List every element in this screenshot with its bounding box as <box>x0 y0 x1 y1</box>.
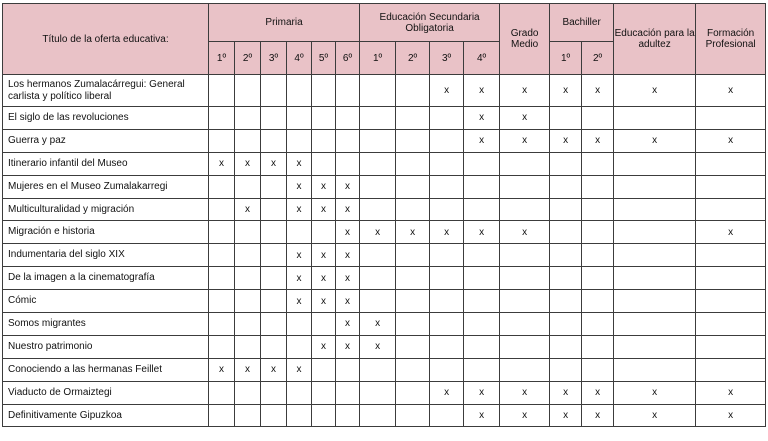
offer-title: Multiculturalidad y migración <box>3 198 209 221</box>
mark-cell <box>696 313 766 336</box>
table-row <box>3 152 766 175</box>
table-row <box>3 129 766 152</box>
mark-cell <box>500 198 550 221</box>
mark-cell <box>550 290 582 313</box>
mark-cell <box>500 152 550 175</box>
mark-cell <box>614 152 696 175</box>
mark-cell <box>500 313 550 336</box>
mark-cell: x <box>235 358 261 381</box>
mark-cell <box>360 244 396 267</box>
mark-cell <box>550 107 582 130</box>
mark-cell <box>614 107 696 130</box>
mark-cell: x <box>336 221 360 244</box>
offer-title: Nuestro patrimonio <box>3 335 209 358</box>
mark-cell <box>582 107 614 130</box>
mark-cell <box>336 75 360 107</box>
mark-cell <box>396 267 430 290</box>
mark-cell <box>312 129 336 152</box>
mark-cell: x <box>287 152 312 175</box>
mark-cell <box>696 290 766 313</box>
year-header: 1º <box>550 42 582 75</box>
table-row <box>3 107 766 130</box>
mark-cell <box>312 75 336 107</box>
mark-cell <box>287 75 312 107</box>
mark-cell <box>582 198 614 221</box>
mark-cell: x <box>614 404 696 427</box>
offer-title: Migración e historia <box>3 221 209 244</box>
mark-cell: x <box>464 75 500 107</box>
mark-cell <box>261 244 287 267</box>
year-header: 4º <box>287 42 312 75</box>
mark-cell <box>614 335 696 358</box>
mark-cell <box>396 75 430 107</box>
column-header-bachiller: Bachiller <box>550 4 614 42</box>
mark-cell <box>261 290 287 313</box>
mark-cell <box>550 152 582 175</box>
mark-cell <box>550 198 582 221</box>
mark-cell <box>464 267 500 290</box>
mark-cell: x <box>287 198 312 221</box>
mark-cell <box>261 75 287 107</box>
offer-title: Viaducto de Ormaiztegi <box>3 381 209 404</box>
mark-cell <box>360 175 396 198</box>
mark-cell <box>582 221 614 244</box>
mark-cell <box>261 175 287 198</box>
mark-cell <box>582 175 614 198</box>
mark-cell <box>696 107 766 130</box>
mark-cell <box>209 244 235 267</box>
mark-cell <box>696 267 766 290</box>
mark-cell: x <box>336 175 360 198</box>
mark-cell <box>312 221 336 244</box>
mark-cell: x <box>430 75 464 107</box>
mark-cell <box>360 381 396 404</box>
mark-cell: x <box>430 221 464 244</box>
mark-cell: x <box>336 267 360 290</box>
mark-cell <box>235 313 261 336</box>
mark-cell: x <box>464 221 500 244</box>
mark-cell: x <box>500 381 550 404</box>
mark-cell: x <box>464 129 500 152</box>
mark-cell <box>430 152 464 175</box>
mark-cell <box>209 290 235 313</box>
mark-cell: x <box>360 221 396 244</box>
mark-cell: x <box>464 404 500 427</box>
mark-cell: x <box>696 404 766 427</box>
offer-title: El siglo de las revoluciones <box>3 107 209 130</box>
mark-cell <box>336 358 360 381</box>
mark-cell <box>396 313 430 336</box>
mark-cell <box>396 358 430 381</box>
mark-cell <box>550 267 582 290</box>
mark-cell <box>312 404 336 427</box>
mark-cell: x <box>287 175 312 198</box>
mark-cell <box>235 267 261 290</box>
year-header: 6º <box>336 42 360 75</box>
mark-cell: x <box>582 75 614 107</box>
mark-cell <box>614 267 696 290</box>
mark-cell: x <box>500 129 550 152</box>
mark-cell <box>360 290 396 313</box>
mark-cell: x <box>336 313 360 336</box>
mark-cell <box>360 358 396 381</box>
mark-cell <box>500 267 550 290</box>
mark-cell: x <box>261 152 287 175</box>
mark-cell <box>261 335 287 358</box>
mark-cell <box>430 129 464 152</box>
mark-cell <box>396 404 430 427</box>
mark-cell <box>582 358 614 381</box>
mark-cell <box>360 152 396 175</box>
column-header-fp: Formación Profesional <box>696 4 766 75</box>
mark-cell <box>696 175 766 198</box>
mark-cell: x <box>261 358 287 381</box>
mark-cell: x <box>312 244 336 267</box>
mark-cell <box>312 313 336 336</box>
mark-cell <box>550 335 582 358</box>
mark-cell <box>464 335 500 358</box>
year-header: 5º <box>312 42 336 75</box>
mark-cell <box>261 404 287 427</box>
mark-cell <box>500 358 550 381</box>
table-row <box>3 267 766 290</box>
mark-cell: x <box>582 381 614 404</box>
mark-cell <box>396 335 430 358</box>
mark-cell: x <box>312 267 336 290</box>
mark-cell <box>261 267 287 290</box>
mark-cell <box>396 198 430 221</box>
mark-cell <box>235 290 261 313</box>
offer-title: De la imagen a la cinematografía <box>3 267 209 290</box>
mark-cell: x <box>287 267 312 290</box>
table-row <box>3 198 766 221</box>
mark-cell <box>430 175 464 198</box>
mark-cell <box>209 381 235 404</box>
mark-cell: x <box>235 152 261 175</box>
table-row <box>3 244 766 267</box>
mark-cell <box>614 358 696 381</box>
mark-cell: x <box>287 358 312 381</box>
mark-cell: x <box>336 335 360 358</box>
mark-cell <box>360 107 396 130</box>
year-header: 2º <box>235 42 261 75</box>
mark-cell: x <box>287 290 312 313</box>
mark-cell: x <box>209 358 235 381</box>
mark-cell: x <box>696 129 766 152</box>
mark-cell <box>582 290 614 313</box>
mark-cell <box>464 358 500 381</box>
mark-cell <box>614 175 696 198</box>
mark-cell <box>430 313 464 336</box>
mark-cell: x <box>287 244 312 267</box>
mark-cell <box>430 358 464 381</box>
mark-cell <box>430 244 464 267</box>
mark-cell: x <box>500 75 550 107</box>
mark-cell <box>614 290 696 313</box>
table-row <box>3 313 766 336</box>
mark-cell <box>235 175 261 198</box>
mark-cell <box>336 107 360 130</box>
mark-cell <box>614 244 696 267</box>
mark-cell <box>336 129 360 152</box>
mark-cell <box>396 152 430 175</box>
mark-cell <box>360 404 396 427</box>
mark-cell <box>396 175 430 198</box>
mark-cell <box>582 267 614 290</box>
mark-cell <box>287 381 312 404</box>
mark-cell <box>235 381 261 404</box>
year-header: 4º <box>464 42 500 75</box>
mark-cell <box>209 198 235 221</box>
mark-cell <box>235 335 261 358</box>
mark-cell: x <box>209 152 235 175</box>
mark-cell <box>500 175 550 198</box>
mark-cell: x <box>614 129 696 152</box>
mark-cell <box>209 221 235 244</box>
mark-cell <box>261 129 287 152</box>
mark-cell <box>360 198 396 221</box>
mark-cell <box>396 129 430 152</box>
mark-cell <box>500 244 550 267</box>
mark-cell <box>235 221 261 244</box>
mark-cell <box>235 129 261 152</box>
mark-cell <box>464 244 500 267</box>
mark-cell <box>235 107 261 130</box>
mark-cell <box>430 267 464 290</box>
mark-cell <box>550 175 582 198</box>
mark-cell <box>360 267 396 290</box>
mark-cell <box>550 358 582 381</box>
year-header: 1º <box>360 42 396 75</box>
mark-cell: x <box>336 198 360 221</box>
mark-cell: x <box>464 381 500 404</box>
mark-cell: x <box>582 129 614 152</box>
mark-cell <box>209 129 235 152</box>
mark-cell <box>464 175 500 198</box>
offer-title: Itinerario infantil del Museo <box>3 152 209 175</box>
mark-cell <box>430 290 464 313</box>
mark-cell <box>209 335 235 358</box>
offer-title: Guerra y paz <box>3 129 209 152</box>
mark-cell <box>614 198 696 221</box>
mark-cell: x <box>500 107 550 130</box>
year-header: 2º <box>582 42 614 75</box>
mark-cell: x <box>500 404 550 427</box>
column-header-grado-medio: Grado Medio <box>500 4 550 75</box>
mark-cell <box>582 244 614 267</box>
mark-cell: x <box>614 381 696 404</box>
mark-cell: x <box>696 381 766 404</box>
mark-cell: x <box>550 129 582 152</box>
mark-cell: x <box>550 404 582 427</box>
mark-cell <box>287 404 312 427</box>
mark-cell <box>464 198 500 221</box>
mark-cell <box>336 381 360 404</box>
mark-cell <box>312 107 336 130</box>
mark-cell <box>261 221 287 244</box>
mark-cell <box>261 107 287 130</box>
educational-offer-table <box>2 3 766 427</box>
mark-cell <box>396 244 430 267</box>
mark-cell: x <box>312 335 336 358</box>
mark-cell <box>500 290 550 313</box>
mark-cell <box>464 152 500 175</box>
mark-cell <box>360 129 396 152</box>
mark-cell: x <box>430 381 464 404</box>
mark-cell <box>550 244 582 267</box>
mark-cell <box>582 313 614 336</box>
mark-cell <box>696 152 766 175</box>
table-body <box>3 75 766 427</box>
table-row <box>3 290 766 313</box>
mark-cell <box>209 313 235 336</box>
mark-cell: x <box>550 75 582 107</box>
year-header: 3º <box>430 42 464 75</box>
mark-cell <box>396 381 430 404</box>
mark-cell <box>312 358 336 381</box>
table-row <box>3 358 766 381</box>
mark-cell <box>336 404 360 427</box>
offer-title: Conociendo a las hermanas Feillet <box>3 358 209 381</box>
mark-cell: x <box>336 290 360 313</box>
mark-cell <box>235 404 261 427</box>
offer-title: Mujeres en el Museo Zumalakarregi <box>3 175 209 198</box>
mark-cell <box>614 313 696 336</box>
mark-cell <box>209 404 235 427</box>
mark-cell: x <box>696 221 766 244</box>
table-row <box>3 175 766 198</box>
mark-cell: x <box>312 290 336 313</box>
mark-cell <box>696 358 766 381</box>
mark-cell <box>550 313 582 336</box>
offer-title: Cómic <box>3 290 209 313</box>
mark-cell <box>261 313 287 336</box>
mark-cell: x <box>312 175 336 198</box>
mark-cell <box>430 404 464 427</box>
table-row <box>3 75 766 107</box>
mark-cell: x <box>614 75 696 107</box>
mark-cell <box>500 335 550 358</box>
mark-cell <box>312 381 336 404</box>
mark-cell <box>312 152 336 175</box>
mark-cell <box>696 335 766 358</box>
mark-cell <box>287 313 312 336</box>
mark-cell <box>287 107 312 130</box>
table-row <box>3 335 766 358</box>
mark-cell: x <box>582 404 614 427</box>
mark-cell: x <box>464 107 500 130</box>
mark-cell <box>209 175 235 198</box>
mark-cell <box>396 290 430 313</box>
mark-cell <box>360 75 396 107</box>
mark-cell <box>582 152 614 175</box>
mark-cell: x <box>500 221 550 244</box>
offer-title: Los hermanos Zumalacárregui: General carlista y político liberal <box>3 75 209 107</box>
mark-cell: x <box>696 75 766 107</box>
mark-cell: x <box>360 313 396 336</box>
mark-cell <box>614 221 696 244</box>
column-header-primaria: Primaria <box>209 4 360 42</box>
table-row <box>3 404 766 427</box>
offer-title: Indumentaria del siglo XIX <box>3 244 209 267</box>
mark-cell <box>464 290 500 313</box>
mark-cell <box>550 221 582 244</box>
mark-cell <box>582 335 614 358</box>
mark-cell: x <box>360 335 396 358</box>
year-header: 3º <box>261 42 287 75</box>
column-header-eso: Educación Secundaria Obligatoria <box>360 4 500 42</box>
mark-cell <box>430 107 464 130</box>
mark-cell: x <box>312 198 336 221</box>
mark-cell <box>336 152 360 175</box>
mark-cell <box>696 198 766 221</box>
mark-cell <box>464 313 500 336</box>
offer-title: Definitivamente Gipuzkoa <box>3 404 209 427</box>
mark-cell <box>209 267 235 290</box>
column-header-title: Título de la oferta educativa: <box>3 4 209 75</box>
mark-cell: x <box>336 244 360 267</box>
mark-cell <box>430 198 464 221</box>
mark-cell: x <box>396 221 430 244</box>
year-header: 2º <box>396 42 430 75</box>
year-header: 1º <box>209 42 235 75</box>
mark-cell <box>287 221 312 244</box>
mark-cell <box>261 198 287 221</box>
mark-cell <box>261 381 287 404</box>
mark-cell <box>235 75 261 107</box>
table-row <box>3 381 766 404</box>
mark-cell <box>430 335 464 358</box>
mark-cell: x <box>235 198 261 221</box>
mark-cell <box>287 335 312 358</box>
mark-cell <box>287 129 312 152</box>
mark-cell <box>396 107 430 130</box>
table-row <box>3 221 766 244</box>
mark-cell: x <box>550 381 582 404</box>
offer-title: Somos migrantes <box>3 313 209 336</box>
mark-cell <box>235 244 261 267</box>
mark-cell <box>209 75 235 107</box>
mark-cell <box>209 107 235 130</box>
column-header-adultez: Educación para la adultez <box>614 4 696 75</box>
mark-cell <box>696 244 766 267</box>
